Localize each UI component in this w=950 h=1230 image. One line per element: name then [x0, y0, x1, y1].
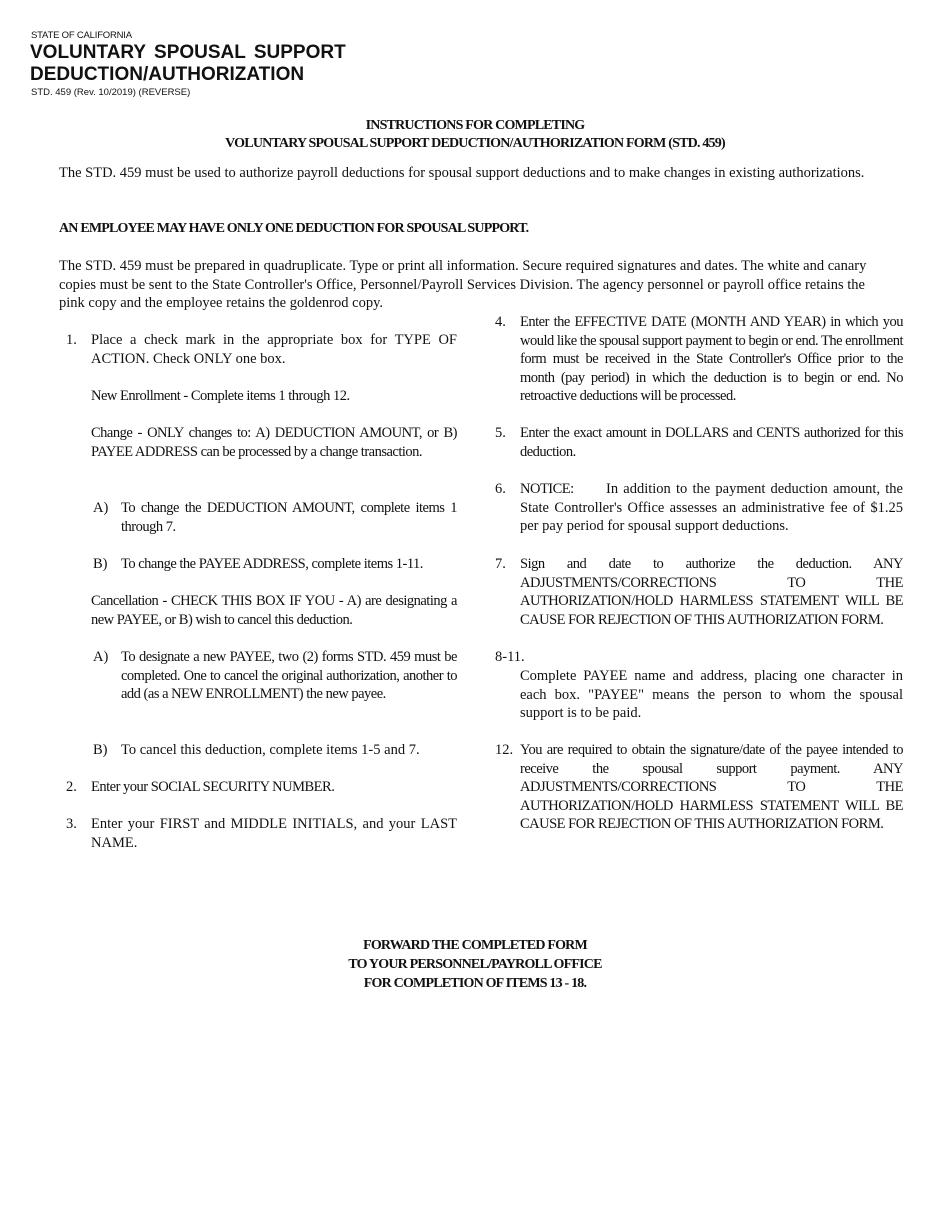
item-5-number: 5. — [495, 425, 506, 441]
item-4-number: 4. — [495, 314, 506, 330]
item-6-text: In addition to the payment deduction amount, the State Controller's Office assesses an administrative fee of $1.25 per pay period for spousal support deductions. — [520, 481, 903, 534]
footer-line2: TO YOUR PERSONNEL/PAYROLL OFFICE — [348, 957, 602, 972]
cancel-a-label: A) — [93, 649, 109, 665]
item-6-number: 6. — [495, 481, 506, 497]
cancel-b-label: B) — [93, 742, 108, 758]
item-7-number: 7. — [495, 556, 506, 572]
change-a-text: To change the DEDUCTION AMOUNT, complete items 1 through 7. — [121, 500, 457, 535]
footer-line3: FOR COMPLETION OF ITEMS 13 - 18. — [363, 976, 587, 991]
item-8-11-text: Complete PAYEE name and address, placing one character in each box. "PAYEE" means the person to whom the spousal support is to be paid. — [520, 668, 903, 721]
change-b-label: B) — [93, 556, 108, 572]
item-3-number: 3. — [66, 816, 77, 832]
instructions-heading-line2: VOLUNTARY SPOUSAL SUPPORT DEDUCTION/AUTHORIZATION FORM (STD. 459) — [225, 136, 725, 151]
change-text: Change - ONLY changes to: A) DEDUCTION AMOUNT, or B) PAYEE ADDRESS can be processed by a change transaction. — [91, 425, 457, 460]
state-label: STATE OF CALIFORNIA — [31, 30, 132, 41]
item-2-text: Enter your SOCIAL SECURITY NUMBER. — [91, 779, 335, 795]
preparation-paragraph: The STD. 459 must be prepared in quadruplicate. Type or print all information. Secure required signatures and dates. The white and canary copies must be sent to the State Controller's Office, Personnel/Payroll Services Division. The agency personnel or payroll office retains the pink copy and the employee retains the goldenrod copy. — [59, 258, 867, 311]
item-1-number: 1. — [66, 332, 77, 348]
new-enrollment-text: New Enrollment - Complete items 1 through 12. — [91, 388, 350, 404]
instructions-heading-line1: INSTRUCTIONS FOR COMPLETING — [365, 118, 585, 133]
footer-line1: FORWARD THE COMPLETED FORM — [363, 938, 587, 953]
item-3-text: Enter your FIRST and MIDDLE INITIALS, and your LAST NAME. — [91, 816, 457, 851]
one-deduction-notice: AN EMPLOYEE MAY HAVE ONLY ONE DEDUCTION FOR SPOUSAL SUPPORT. — [59, 221, 529, 236]
item-12-text: You are required to obtain the signature/date of the payee intended to receive the spousal support payment. ANY ADJUSTMENTS/CORRECTIONS TO THE AUTHORIZATION/HOLD HARMLESS STATEMENT WILL BE CAUSE FOR REJECTION OF THIS AUTHORIZATION FORM. — [520, 742, 903, 832]
item-2-number: 2. — [66, 779, 77, 795]
item-12-number: 12. — [495, 742, 514, 758]
form-title-line2: DEDUCTION/AUTHORIZATION — [30, 64, 305, 85]
cancel-a-text: To designate a new PAYEE, two (2) forms STD. 459 must be completed. One to cancel the original authorization, another to add (as a NEW ENROLLMENT) the new payee. — [121, 649, 457, 702]
change-a-label: A) — [93, 500, 109, 516]
item-4-text: Enter the EFFECTIVE DATE (MONTH AND YEAR) in which you would like the spousal support payment to begin or end. The enrollment form must be received in the State Controller's Office prior to the month (pay period) in which the deduction is to begin or end. No retroactive deductions will be processed. — [520, 314, 903, 404]
intro-paragraph: The STD. 459 must be used to authorize payroll deductions for spousal support deductions and to make changes in existing authorizations. — [59, 165, 865, 181]
item-8-11-number: 8-11. — [495, 649, 525, 665]
item-7-text: Sign and date to authorize the deduction. ANY ADJUSTMENTS/CORRECTIONS TO THE AUTHORIZATION/HOLD HARMLESS STATEMENT WILL BE CAUSE FOR REJECTION OF THIS AUTHORIZATION FORM. — [520, 556, 903, 628]
cancellation-text: Cancellation - CHECK THIS BOX IF YOU - A) are designating a new PAYEE, or B) wish to cancel this deduction. — [91, 593, 457, 628]
item-1-text: Place a check mark in the appropriate box for TYPE OF ACTION. Check ONLY one box. — [91, 332, 457, 367]
form-title-line1: VOLUNTARY SPOUSAL SUPPORT — [30, 42, 346, 63]
change-b-text: To change the PAYEE ADDRESS, complete items 1-11. — [121, 556, 423, 572]
item-6-notice-label: NOTICE: — [520, 481, 574, 497]
cancel-b-text: To cancel this deduction, complete items 1-5 and 7. — [121, 742, 420, 758]
item-5-text: Enter the exact amount in DOLLARS and CENTS authorized for this deduction. — [520, 425, 903, 460]
form-number: STD. 459 (Rev. 10/2019) (REVERSE) — [31, 87, 191, 98]
